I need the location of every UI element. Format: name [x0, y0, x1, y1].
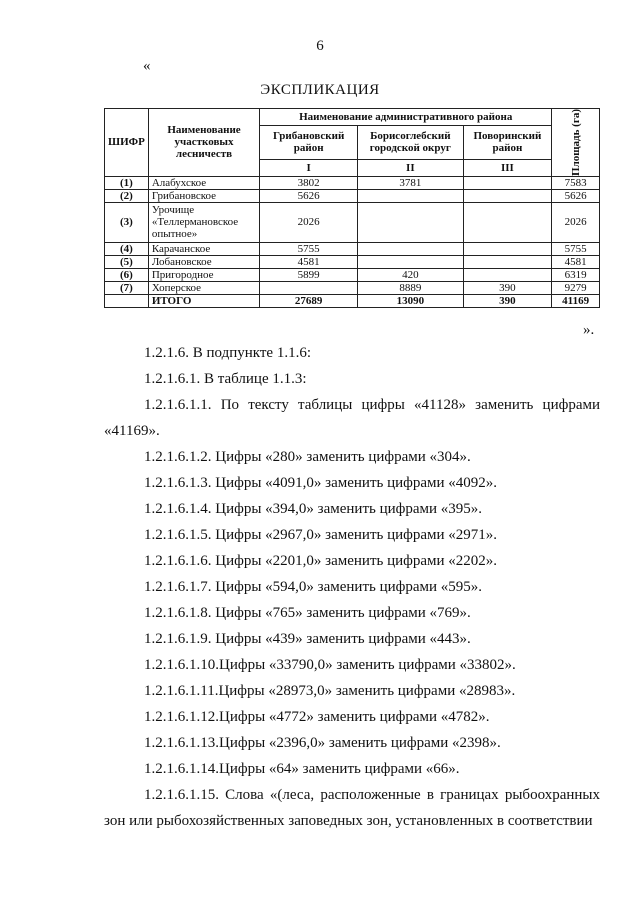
row-code: (5) [105, 255, 149, 268]
row-name: Урочище «Теллермановское опытное» [148, 202, 259, 242]
row-district-1 [260, 281, 358, 294]
paragraph: 1.2.1.6.1.5. Цифры «2967,0» заменить цифрами «2971». [144, 527, 498, 543]
total-code [105, 294, 149, 307]
header-roman-2: II [358, 159, 463, 176]
header-name: Наименование участковых лесничеств [148, 109, 259, 177]
row-district-2: 8889 [358, 281, 463, 294]
total-district-3: 390 [463, 294, 552, 307]
row-district-3: 390 [463, 281, 552, 294]
row-code: (6) [105, 268, 149, 281]
row-district-1: 5899 [260, 268, 358, 281]
row-name: Алабухское [148, 176, 259, 189]
document-title: ЭКСПЛИКАЦИЯ [260, 82, 380, 98]
row-name: Грибановское [148, 189, 259, 202]
row-district-2 [358, 255, 463, 268]
total-row [105, 294, 600, 307]
paragraph: 1.2.1.6.1.15. Слова «(леса, расположенные в границах рыбоохранных зон или рыбохозяйственных заповедных зон, установленных в соответствии [104, 787, 600, 829]
header-admin: Наименование административного района [260, 109, 552, 126]
header-district-2: Борисоглебский городской округ [358, 126, 463, 159]
header-district-1: Грибановский район [260, 126, 358, 159]
closing-quote: ». [583, 322, 595, 338]
header-roman-1: I [260, 159, 358, 176]
table-row [105, 255, 600, 268]
paragraph: 1.2.1.6.1.8. Цифры «765» заменить цифрами «769». [144, 605, 471, 621]
row-name: Пригородное [148, 268, 259, 281]
paragraph: 1.2.1.6.1.1. По тексту таблицы цифры «41128» заменить цифрами «41169». [104, 397, 600, 439]
total-area: 41169 [552, 294, 600, 307]
row-district-3 [463, 255, 552, 268]
table-row [105, 242, 600, 255]
row-district-2 [358, 189, 463, 202]
row-district-3 [463, 176, 552, 189]
paragraph: 1.2.1.6.1.4. Цифры «394,0» заменить цифрами «395». [144, 501, 483, 517]
paragraph: 1.2.1.6.1.2. Цифры «280» заменить цифрами «304». [144, 449, 471, 465]
row-code: (1) [105, 176, 149, 189]
row-area: 9279 [552, 281, 600, 294]
row-name: Хоперское [148, 281, 259, 294]
total-district-2: 13090 [358, 294, 463, 307]
row-district-3 [463, 242, 552, 255]
row-district-3 [463, 189, 552, 202]
header-area-label: Площадь (га) [569, 109, 582, 176]
paragraph: 1.2.1.6.1.12.Цифры «4772» заменить цифрами «4782». [144, 709, 490, 725]
row-name: Лобановское [148, 255, 259, 268]
table-row [105, 281, 600, 294]
header-area [552, 109, 600, 177]
header-roman-3: III [463, 159, 552, 176]
total-label: ИТОГО [148, 294, 259, 307]
row-district-2 [358, 202, 463, 242]
row-district-1: 3802 [260, 176, 358, 189]
paragraph: 1.2.1.6.1.3. Цифры «4091,0» заменить цифрами «4092». [144, 475, 498, 491]
row-area: 7583 [552, 176, 600, 189]
table-row [105, 189, 600, 202]
paragraph: 1.2.1.6. В подпункте 1.1.6: [144, 345, 312, 361]
row-district-2: 3781 [358, 176, 463, 189]
table-row [105, 268, 600, 281]
row-area: 4581 [552, 255, 600, 268]
header-district-3: Поворинский район [463, 126, 552, 159]
paragraph: 1.2.1.6.1. В таблице 1.1.3: [144, 371, 307, 387]
row-district-2: 420 [358, 268, 463, 281]
row-area: 5755 [552, 242, 600, 255]
row-code: (3) [105, 202, 149, 242]
row-district-1: 4581 [260, 255, 358, 268]
total-district-1: 27689 [260, 294, 358, 307]
row-area: 6319 [552, 268, 600, 281]
explication-table [104, 108, 600, 308]
row-district-1: 5626 [260, 189, 358, 202]
row-district-1: 5755 [260, 242, 358, 255]
paragraph: 1.2.1.6.1.6. Цифры «2201,0» заменить цифрами «2202». [144, 553, 498, 569]
paragraph: 1.2.1.6.1.10.Цифры «33790,0» заменить цифрами «33802». [144, 657, 516, 673]
row-district-1: 2026 [260, 202, 358, 242]
paragraph: 1.2.1.6.1.7. Цифры «594,0» заменить цифрами «595». [144, 579, 483, 595]
page-number: 6 [316, 38, 324, 54]
paragraph: 1.2.1.6.1.13.Цифры «2396,0» заменить цифрами «2398». [144, 735, 501, 751]
row-district-2 [358, 242, 463, 255]
row-code: (7) [105, 281, 149, 294]
table-row [105, 202, 600, 242]
row-area: 2026 [552, 202, 600, 242]
opening-quote: « [143, 58, 151, 74]
row-district-3 [463, 202, 552, 242]
paragraph: 1.2.1.6.1.14.Цифры «64» заменить цифрами «66». [144, 761, 460, 777]
amendment-list [104, 340, 600, 834]
header-code: ШИФР [105, 109, 149, 177]
row-district-3 [463, 268, 552, 281]
row-code: (2) [105, 189, 149, 202]
row-area: 5626 [552, 189, 600, 202]
paragraph: 1.2.1.6.1.9. Цифры «439» заменить цифрами «443». [144, 631, 471, 647]
row-code: (4) [105, 242, 149, 255]
row-name: Карачанское [148, 242, 259, 255]
table-row [105, 176, 600, 189]
paragraph: 1.2.1.6.1.11.Цифры «28973,0» заменить цифрами «28983». [144, 683, 516, 699]
